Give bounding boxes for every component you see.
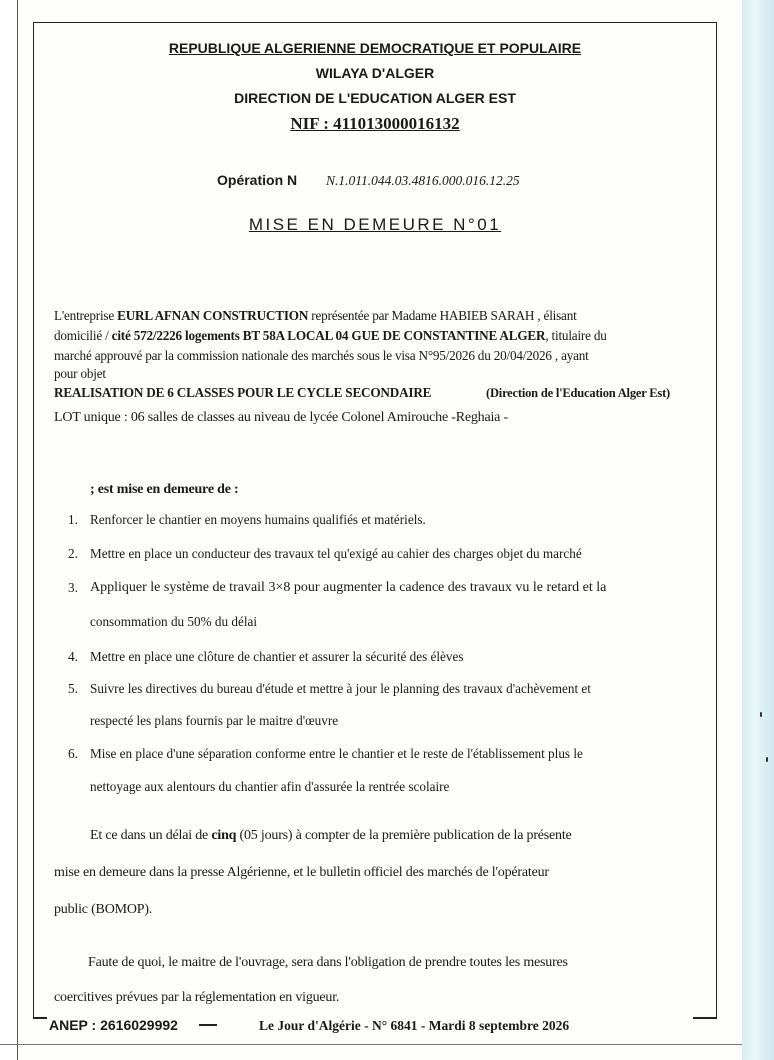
list-number: 2.	[68, 546, 78, 561]
header-nif-wrap	[33, 114, 717, 134]
faute-line-1: Faute de quoi, le maitre de l'ouvrage, sera dans l'obligation de prendre toutes les mesures	[88, 955, 568, 970]
list-text: Renforcer le chantier en moyens humains qualifiés et matériels.	[90, 512, 426, 527]
scan-speck	[766, 757, 768, 762]
scan-left-edge-line	[17, 0, 18, 1060]
footer-rule-left	[33, 1017, 47, 1019]
header-republic: REPUBLIQUE ALGERIENNE DEMOCRATIQUE ET POPULAIRE	[168, 40, 582, 56]
anep-reference: ANEP : 2616029992	[49, 1017, 178, 1033]
journal-reference: Le Jour d'Algérie - N° 6841 - Mardi 8 septembre 2026	[259, 1018, 570, 1033]
header-nif: NIF : 411013000016132	[290, 114, 460, 133]
demeure-heading: ; est mise en demeure de :	[90, 482, 239, 497]
intro-line-3: marché approuvé par la commission nationale des marchés sous le visa N°95/2026 du 20/04/2026 , ayant	[54, 348, 589, 363]
intro-text: représentée par Madame HABIEB SARAH , élisant	[308, 308, 577, 323]
list-text: consommation du 50% du délai	[90, 614, 258, 629]
company-address: cité 572/2226 logements BT 58A LOCAL 04 GUE DE CONSTANTINE ALGER	[111, 328, 546, 343]
project-object: REALISATION DE 6 CLASSES POUR LE CYCLE SECONDAIRE	[54, 385, 432, 400]
intro-text: L'entreprise	[54, 308, 118, 323]
footer-rule-right	[693, 1017, 717, 1019]
list-text: Suivre les directives du bureau d'étude et mettre à jour le planning des travaux d'achèvement et	[90, 681, 591, 696]
delay-days: cinq	[211, 828, 237, 843]
delay-text: Et ce dans un délai de	[90, 828, 212, 843]
intro-line-2	[54, 326, 607, 345]
intro-text: , titulaire du	[545, 328, 607, 343]
list-text: nettoyage aux alentours du chantier afin d'assurée la rentrée scolaire	[90, 779, 450, 794]
intro-text: domicilié /	[54, 328, 112, 343]
list-text: respecté les plans fournis par le maitre d'œuvre	[90, 713, 339, 728]
page-bottom-line	[0, 1044, 742, 1045]
object-line	[54, 383, 431, 402]
delay-text: (05 jours) à compter de la première publication de la présente	[236, 828, 572, 843]
footer-rule-mid	[199, 1024, 217, 1026]
list-number: 3.	[68, 580, 78, 595]
list-text: Appliquer le système de travail 3×8 pour augmenter la cadence des travaux vu le retard et la	[90, 580, 607, 595]
delay-line-2: mise en demeure dans la presse Algérienne, et le bulletin officiel des marchés de l'opérateur	[54, 865, 549, 880]
header-wilaya: WILAYA D'ALGER	[315, 65, 435, 81]
intro-line-1	[54, 306, 577, 325]
faute-line-2: coercitives prévues par la réglementation en vigueur.	[54, 990, 340, 1005]
operation-number: N.1.011.044.03.4816.000.016.12.25	[326, 173, 520, 188]
list-text: Mise en place d'une séparation conforme entre le chantier et le reste de l'établissement plus le	[90, 746, 583, 761]
list-number: 4.	[68, 649, 78, 664]
operation-label: Opération N	[217, 172, 298, 188]
company-name: EURL AFNAN CONSTRUCTION	[117, 308, 309, 323]
list-number: 1.	[68, 512, 78, 527]
delay-line-1	[90, 826, 572, 845]
list-number: 6.	[68, 746, 78, 761]
scan-right-strip	[742, 0, 774, 1060]
list-text: Mettre en place une clôture de chantier et assurer la sécurité des élèves	[90, 649, 464, 664]
scan-speck	[760, 712, 762, 717]
delay-line-3: public (BOMOP).	[54, 902, 153, 917]
lot-line: LOT unique : 06 salles de classes au niveau de lycée Colonel Amirouche -Reghaia -	[54, 410, 508, 425]
intro-line-4: pour objet	[54, 366, 106, 381]
object-direction: (Direction de l'Education Alger Est)	[486, 386, 670, 400]
header-direction: DIRECTION DE L'EDUCATION ALGER EST	[234, 90, 516, 106]
scan-left-margin	[0, 0, 18, 1060]
list-number: 5.	[68, 681, 78, 696]
list-text: Mettre en place un conducteur des travaux tel qu'exigé au cahier des charges objet du marché	[90, 546, 582, 561]
notice-title: MISE EN DEMEURE N°01	[248, 215, 502, 234]
